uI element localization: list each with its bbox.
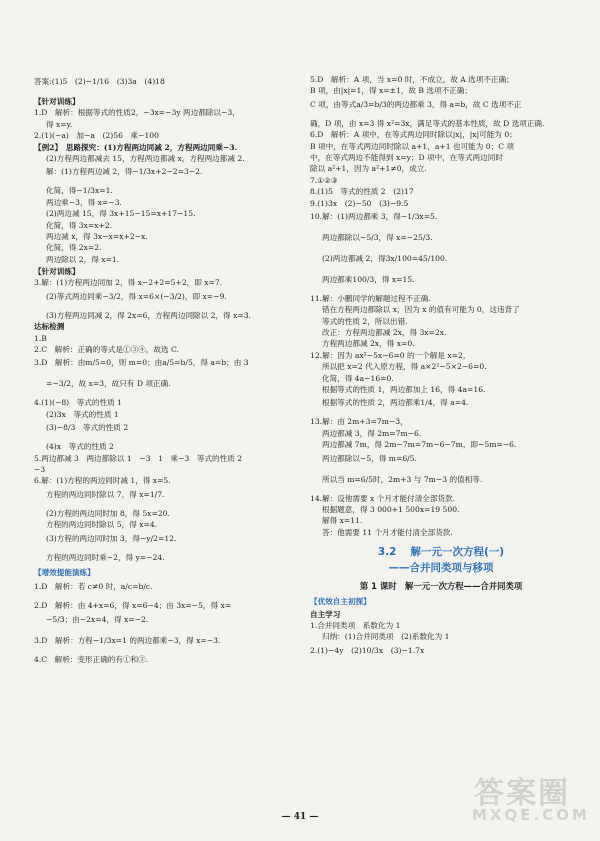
- answer-line: 【优效自主初探】: [310, 597, 371, 607]
- answer-line: (4)x 等式的性质 2: [46, 442, 114, 452]
- lesson-title: 第 1 课时 解一元一次方程——合并同类项: [359, 580, 523, 591]
- answer-line: (2)方程的两边同时加 8，得 5x=20.: [46, 508, 170, 518]
- answer-line: (2)两边减 15，得 3x+15−15=x+17−15.: [46, 209, 196, 219]
- answer-line: 方程的两边同时乘−2，得 y=−24.: [46, 552, 165, 562]
- answer-line: 9.(1)3x (2)−50 (3)−9.5: [310, 198, 409, 208]
- answer-line: 化简，得 2x=2.: [46, 243, 102, 253]
- answer-line: 答案:(1)5 (2)−1/16 (3)3a (4)18: [34, 77, 165, 86]
- answer-line: 2.(1)(−a) 加−a (2)56 乘−100: [34, 131, 159, 141]
- answer-line: 解得 x=11.: [322, 516, 363, 526]
- answer-line: 4.C 解析：变形正确的有①和③.: [34, 654, 149, 664]
- answer-line: −5/3；由−2x=4，得 x=−2.: [46, 614, 149, 624]
- answer-line: 12.解：因为 ax²−5x−6=0 的一个解是 x=2，: [310, 350, 471, 360]
- watermark-url: MXQE.COM: [472, 806, 590, 824]
- answer-line: 13.解：由 2m+3=7m−3，: [310, 417, 408, 427]
- watermark-text: 答案圈: [474, 776, 570, 811]
- answer-line: B 项，由|x|=1，得 x=±1，故 B 选项不正确；: [310, 86, 472, 96]
- answer-line: 【增效提能演练】: [34, 567, 95, 577]
- answer-line: 归纳：(1)合并同类项 (2)系数化为 1: [322, 632, 450, 642]
- section-title: 解一元一次方程(一): [410, 546, 505, 559]
- answer-line: 1.B: [34, 333, 47, 343]
- answer-line: 错在方程两边都除以 x，因为 x 的值有可能为 0，这违背了: [322, 305, 520, 315]
- section-subtitle: ——合并同类项与移项: [388, 562, 494, 575]
- answer-line: −3: [34, 464, 46, 474]
- answer-line: 10.解：(1)两边都乘 3，得−1/3x=5.: [310, 211, 438, 221]
- answer-line: 3.解：(1)方程两边同加 2，得 x−2+2=5+2，即 x=7.: [34, 278, 223, 288]
- answer-line: 所以把 x=2 代入原方程，得 a×2²−5×2−6=0.: [322, 362, 487, 372]
- answer-line: 1.D 解析：若 c≠0 时，a/c=b/c.: [34, 582, 153, 592]
- answer-line: 3.D 解析：由m/5=0，则 m=0；由a/5=b/5，得 a=b；由 3: [34, 358, 249, 368]
- answer-line: 方程的两边同时除以 7，得 x=1/7.: [46, 489, 165, 499]
- answer-line: 3.D 解析：方程−1/3x=1 的两边都乘−3，得 x=−3.: [34, 635, 221, 645]
- answer-line: 两边都减 3，得 2m=7m−6.: [322, 428, 422, 438]
- answer-line: 两边都除以−5/3，得 x=−25/3.: [322, 232, 433, 242]
- answer-line: 【针对训练】: [34, 267, 80, 277]
- answer-line: (2)两边都减 2，得3x/100=45/100.: [322, 253, 448, 263]
- answer-line: =−3/2，故 x=3，故只有 D 项正确.: [46, 379, 171, 389]
- answer-line: 6.解：(1)方程的两边同时减 1，得 x=5.: [34, 476, 171, 486]
- answer-line: 达标检测: [34, 322, 65, 332]
- answer-line: 化简，得−1/3x=1.: [46, 186, 113, 196]
- answer-line: 6.D 解析：A 项中，在等式两边同时除以|x|，|x|可能为 0；: [310, 130, 517, 140]
- answer-line: 【针对训练】: [34, 97, 80, 106]
- answer-line: 2.C 解析：正确的等式是①③④，故选 C.: [34, 345, 179, 355]
- answer-line: 14.解：设他需要 x 个月才能付清全部货款.: [310, 493, 456, 503]
- watermark-logo: [462, 768, 590, 828]
- answer-line: 两边减 x，得 3x−x=x+2−x.: [46, 231, 148, 241]
- answer-line: 两边都乘100/3，得 x=15.: [322, 274, 415, 284]
- answer-line: 等式的性质 2，所以出错.: [322, 316, 408, 326]
- right-column-answers: [310, 74, 572, 538]
- answer-line: 方程两边都减 2x，得 x=0.: [322, 339, 415, 349]
- answer-line: 1.合并同类项 系数化为 1: [310, 621, 401, 631]
- answer-line: 根据等式的性质 2，两边都乘1/4，得 a=4.: [322, 398, 469, 408]
- section-heading: [310, 544, 572, 560]
- answer-line: 中，在等式两边不能得到 x=y；D 项中，在等式两边同时: [310, 152, 503, 162]
- answer-line: 所以当 m=6/5时，2m+3 与 7m−3 的值相等.: [322, 474, 483, 484]
- answer-line: 2.(1)−4y (2)10/3x (3)−1.7x: [310, 645, 425, 655]
- right-column-study: [310, 596, 572, 664]
- answer-line: 化简，得 3x=x+2.: [46, 220, 113, 230]
- answer-line: 得 x=y.: [46, 119, 73, 129]
- answer-line: (2)等式两边同乘−3/2，得 x=6×(−3/2)，即 x=−9.: [46, 291, 227, 301]
- answer-line: 5.D 解析：A 项，当 x=0 时，不成立，故 A 选项不正确；: [310, 75, 514, 84]
- answer-line: (2)方程两边都减去 15，方程两边都减 x，方程两边都减 2.: [46, 153, 245, 163]
- answer-line: 改正：方程两边都减 2x，得 3x=2x.: [322, 328, 447, 338]
- answer-line: 7.①②③: [310, 175, 338, 185]
- answer-line: 根据等式的性质 1，两边都加上 16，得 4a=16.: [322, 385, 486, 395]
- answer-line: 两边乘−3，得 x=−3.: [46, 197, 122, 207]
- section-number: 3.2: [377, 546, 397, 559]
- answer-line: (3)方程两边同减 2，得 2x=6，方程两边同除以 2，得 x=3.: [46, 310, 251, 320]
- answer-line: 方程的两边同时除以 5，得 x=4.: [46, 520, 158, 530]
- answer-line: 解：(1)方程两边减 2，得−1/3x+2−2=3−2.: [46, 167, 203, 177]
- answer-line: 自主学习: [310, 609, 341, 619]
- answer-line: B 项中，在等式两边同时除以 a+1，a+1 也可能为 0；C 项: [310, 141, 515, 151]
- left-column: [34, 74, 292, 665]
- answer-line: 两边除以 2，得 x=1.: [46, 254, 120, 264]
- answer-line: 除以 a²+1，因为 a²+1≠0，成立.: [310, 164, 427, 174]
- answer-line: 确，D 项，由 x=3 得 x²=3x，满足等式的基本性质，故 D 选项正确.: [310, 118, 545, 128]
- answer-line: 2.D 解析：由 4+x=6，得 x=6−4；由 3x=−5，得 x=: [34, 601, 232, 611]
- answer-line: 8.(1)5 等式的性质 2 (2)17: [310, 187, 414, 197]
- answer-line: 【例2】 思路探究：(1)方程两边同减 2，方程两边同乘−3.: [34, 142, 238, 152]
- answer-line: 答：他需要 11 个月才能付清全部货款.: [322, 527, 453, 537]
- right-column: [310, 74, 572, 664]
- answer-line: 两边都除以−5，得 m=6/5.: [322, 453, 417, 463]
- answer-line: (3)−8/3 等式的性质 2: [46, 423, 129, 433]
- answer-line: (3)方程的两边同时加 3，得−y/2=12.: [46, 533, 177, 543]
- answer-line: 根据题意，得 3 000+1 500x=19 500.: [322, 504, 460, 514]
- answer-line: 化简，得 4a−16=0.: [322, 373, 394, 383]
- answer-line: 两边都减 7m，得 2m−7m=7m−6−7m，即−5m=−6.: [322, 440, 517, 450]
- page-number: — 41 —: [281, 812, 319, 822]
- answer-line: 11.解：小鹏同学的解题过程不正确.: [310, 293, 431, 303]
- answer-line: (2)3x 等式的性质 1: [46, 409, 119, 419]
- answer-line: 1.D 解析：根据等式的性质2，−3x=−3y 两边都除以−3，: [34, 108, 240, 118]
- answer-line: C 项，由等式a/3=b/3的两边都乘 3，得 a=b，故 C 选项不正: [310, 99, 522, 109]
- answer-line: 4.(1)(−8) 等式的性质 1: [34, 398, 122, 408]
- answer-line: 5.两边都减 3 两边都除以 1 −3 1 乘−3 等式的性质 2: [34, 453, 243, 463]
